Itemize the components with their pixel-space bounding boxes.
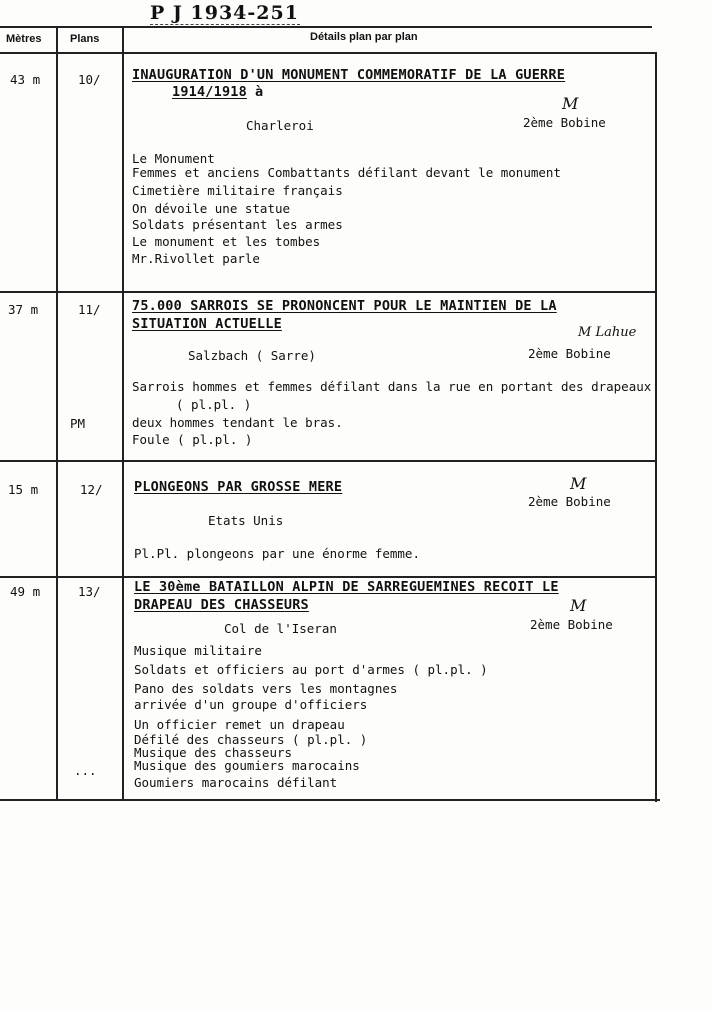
column-divider-plans: [122, 26, 124, 801]
entry-plan-extra: PM: [70, 416, 86, 431]
detail-line: Un officier remet un drapeau: [134, 717, 345, 732]
entry-title-line1: LE 30ème BATAILLON ALPIN DE SARREGUEMINES RECOIT LE: [134, 579, 559, 595]
detail-line: Musique des chasseurs: [134, 745, 293, 760]
handwritten-mark: M Lahue: [578, 325, 637, 340]
column-divider-metres: [56, 26, 58, 801]
entry-plan: 10/: [78, 72, 101, 87]
entry-plan-extra: ...: [74, 763, 97, 778]
entry-place: Charleroi: [246, 118, 314, 133]
detail-line: ( pl.pl. ): [176, 397, 252, 412]
entry-place: Etats Unis: [208, 513, 284, 528]
detail-line: Mr.Rivollet parle: [132, 251, 260, 266]
detail-line: deux hommes tendant le bras.: [132, 415, 343, 430]
entry-place: Salzbach ( Sarre): [188, 348, 316, 363]
entry-plan: 12/: [80, 482, 103, 497]
detail-line: Le monument et les tombes: [132, 234, 321, 249]
detail-line: Foule ( pl.pl. ): [132, 432, 253, 447]
detail-line: Goumiers marocains défilant: [134, 775, 338, 790]
handwritten-mark: M: [570, 474, 587, 493]
table-top-border: [0, 26, 652, 28]
header-metres: Mètres: [6, 33, 42, 45]
entry-title-line2: SITUATION ACTUELLE: [132, 316, 282, 332]
entry-metres: 15 m: [8, 482, 39, 497]
entry-bobine: 2ème Bobine: [530, 617, 613, 632]
row-separator-1: [0, 291, 657, 293]
detail-line: arrivée d'un groupe d'officiers: [134, 697, 368, 712]
entry-title-line1: PLONGEONS PAR GROSSE MERE: [134, 479, 343, 495]
entry-place: Col de l'Iseran: [224, 621, 337, 636]
document-reference: P J 1934-251: [150, 2, 299, 24]
detail-line: Cimetière militaire français: [132, 183, 343, 198]
entry-metres: 49 m: [10, 584, 41, 599]
entry-title-line2: 1914/1918: [172, 84, 247, 100]
entry-bobine: 2ème Bobine: [523, 115, 606, 130]
entry-plan: 11/: [78, 302, 101, 317]
table-bottom-border: [0, 799, 660, 801]
detail-line: Soldats et officiers au port d'armes ( pl.pl. ): [134, 662, 488, 677]
detail-line: On dévoile une statue: [132, 201, 291, 216]
row-separator-2: [0, 460, 657, 462]
handwritten-mark: M: [562, 94, 579, 113]
entry-metres: 43 m: [10, 72, 41, 87]
entry-title-line1: 75.000 SARROIS SE PRONONCENT POUR LE MAINTIEN DE LA: [132, 298, 557, 314]
handwritten-mark: M: [570, 596, 587, 615]
detail-line: Soldats présentant les armes: [132, 217, 343, 232]
detail-line: Sarrois hommes et femmes défilant dans la rue en portant des drapeaux: [132, 379, 652, 394]
entry-plan: 13/: [78, 584, 101, 599]
entry-title-line1: INAUGURATION D'UN MONUMENT COMMEMORATIF DE LA GUERRE: [132, 67, 566, 83]
detail-line: Le Monument: [132, 151, 215, 166]
entry-bobine: 2ème Bobine: [528, 494, 611, 509]
header-bottom-border: [0, 52, 657, 54]
header-plans: Plans: [70, 33, 100, 45]
reference-underline: [150, 24, 300, 25]
detail-line: Pl.Pl. plongeons par une énorme femme.: [134, 546, 420, 561]
header-details: Détails plan par plan: [310, 31, 418, 43]
detail-line: Musique militaire: [134, 643, 262, 658]
detail-line: Femmes et anciens Combattants défilant devant le monument: [132, 165, 561, 180]
entry-bobine: 2ème Bobine: [528, 346, 611, 361]
table-right-border: [655, 52, 657, 802]
entry-title-suffix: à: [255, 84, 264, 100]
entry-metres: 37 m: [8, 302, 39, 317]
detail-line: Défilé des chasseurs ( pl.pl. ): [134, 732, 368, 747]
entry-title-line2: DRAPEAU DES CHASSEURS: [134, 597, 309, 613]
detail-line: Musique des goumiers marocains: [134, 758, 360, 773]
detail-line: Pano des soldats vers les montagnes: [134, 681, 398, 696]
row-separator-3: [0, 576, 657, 578]
